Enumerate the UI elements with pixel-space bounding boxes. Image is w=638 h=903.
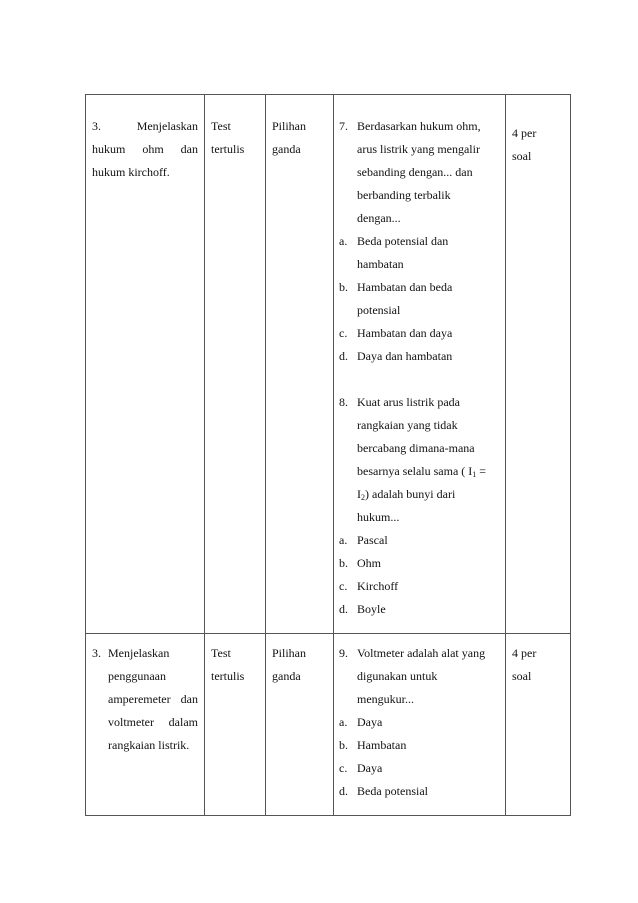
option-c [339,575,501,598]
question-line: besarnya selalu sama ( $I_1$ = [357,464,487,479]
option-line: Daya [357,715,383,729]
option-d [339,780,501,803]
option-letter: c. [339,761,348,775]
table-row [86,95,571,634]
indicator-cell [86,634,205,816]
score-cell [506,95,571,634]
option-b [339,276,501,322]
option-line: Boyle [357,602,386,616]
technique-line: tertulis [211,142,245,156]
form-line: Pilihan [272,119,307,133]
option-a [339,230,501,276]
option-line: Daya dan hambatan [357,349,453,363]
option-d [339,345,501,368]
option-line: Beda potensial [357,784,428,798]
option-line: Daya [357,761,383,775]
option-letter: d. [339,784,348,798]
option-letter: b. [339,738,348,752]
indicator-item [92,642,198,757]
question-7 [339,115,501,230]
question-line: $I_2$) adalah bunyi dari [357,487,456,502]
question-number: 9. [339,646,348,660]
table-row [86,634,571,816]
indicator-line: hukum kirchoff. [92,165,170,179]
option-letter: d. [339,602,348,616]
option-b [339,552,501,575]
option-line: Hambatan dan beda [357,280,453,294]
option-line: Beda potensial dan [357,234,449,248]
score-cell [506,634,571,816]
technique-cell [205,95,266,634]
indicator-line: 3. Menjelaskan [92,119,198,133]
question-number: 8. [339,395,348,409]
question-line: rangkaian yang tidak [357,418,458,432]
question-line: digunakan untuk [357,669,438,683]
questions-cell [334,634,506,816]
question-line: Voltmeter adalah alat yang [357,646,486,660]
form-cell [266,634,334,816]
option-b [339,734,501,757]
indicator-line: rangkaian listrik. [108,738,190,752]
question-line: Kuat arus listrik pada [357,395,460,409]
option-letter: a. [339,715,348,729]
form-line: Pilihan [272,646,307,660]
form-line: ganda [272,669,301,683]
question-line: hukum... [357,510,400,524]
score-line: 4 per [512,646,537,660]
option-c [339,757,501,780]
option-a [339,711,501,734]
question-9 [339,642,501,711]
option-line: Ohm [357,556,381,570]
technique-line: Test [211,646,231,660]
score-line: soal [512,149,532,163]
option-letter: c. [339,579,348,593]
score-line: 4 per [512,126,537,140]
indicator-cell [86,95,205,634]
indicator-line: amperemeter dan [108,692,198,706]
assessment-grid-table [85,94,571,816]
question-8 [339,391,501,529]
form-line: ganda [272,142,301,156]
option-letter: b. [339,556,348,570]
question-number: 7. [339,119,348,133]
option-line: potensial [357,303,401,317]
option-letter: b. [339,280,348,294]
option-line: Hambatan [357,738,407,752]
indicator-line: penggunaan [108,669,166,683]
option-line: hambatan [357,257,404,271]
option-letter: d. [339,349,348,363]
question-line: sebanding dengan... dan [357,165,473,179]
option-a [339,529,501,552]
question-line: dengan... [357,211,401,225]
question-line: Berdasarkan hukum ohm, [357,119,481,133]
form-cell [266,95,334,634]
questions-cell [334,95,506,634]
score-line: soal [512,669,532,683]
question-line: mengukur... [357,692,414,706]
indicator-line: voltmeter dalam [108,715,198,729]
option-letter: c. [339,326,348,340]
indicator-line: hukum ohm dan [92,142,198,156]
option-letter: a. [339,533,348,547]
option-letter: a. [339,234,348,248]
option-c [339,322,501,345]
technique-line: Test [211,119,231,133]
question-line: arus listrik yang mengalir [357,142,480,156]
technique-line: tertulis [211,669,245,683]
indicator-line: Menjelaskan [108,646,170,660]
indicator-number: 3. [92,646,101,660]
option-line: Hambatan dan daya [357,326,453,340]
question-line: bercabang dimana-mana [357,441,475,455]
technique-cell [205,634,266,816]
question-line: berbanding terbalik [357,188,451,202]
option-d [339,598,501,621]
option-line: Pascal [357,533,388,547]
option-line: Kirchoff [357,579,399,593]
